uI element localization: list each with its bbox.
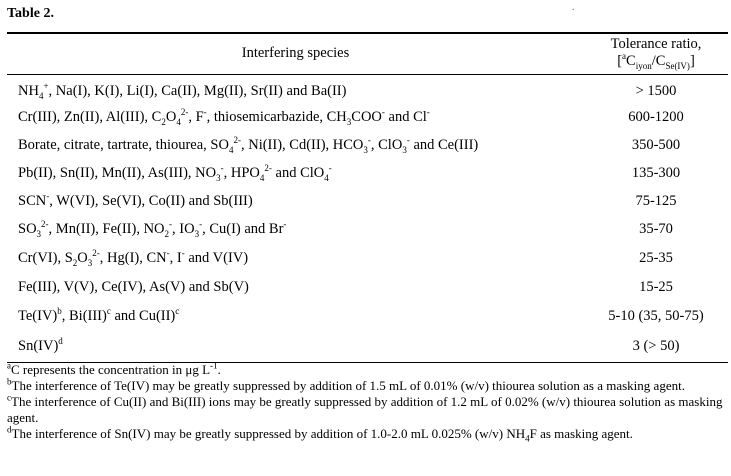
table-footnotes	[7, 362, 725, 442]
table-row	[0, 104, 731, 130]
table-row	[0, 216, 731, 242]
footnote: $^a$C represents the concentration in μg $L^{-1}$.	[7, 360, 221, 377]
table-row	[0, 132, 731, 158]
interfering-species-cell: $NH_4^+$, Na(I), K(I), Li(I), Ca(II), Mg(II), Sr(II) and Ba(II)	[18, 81, 347, 101]
tolerance-ratio-cell: 600-1200	[628, 109, 684, 125]
table-header-rule	[7, 74, 728, 75]
table-row	[0, 188, 731, 214]
interfering-species-cell: Te(IV)$^b$, Bi(III)$^c$ and Cu(II)$^c$	[18, 306, 180, 324]
table-row	[0, 245, 731, 271]
table-row	[0, 78, 731, 104]
tolerance-ratio-cell: 350-500	[631, 137, 681, 153]
tolerance-ratio-cell: > 1500	[635, 83, 677, 99]
table-top-rule	[7, 32, 728, 34]
tolerance-ratio-cell: 35-70	[639, 221, 673, 237]
tolerance-ratio-cell: 25-35	[639, 250, 673, 266]
header-tolerance-ratio	[584, 36, 728, 70]
tolerance-ratio-cell: 75-125	[635, 193, 677, 209]
header-interfering-species: Interfering species	[241, 45, 350, 61]
interfering-species-cell: $SO_3^{2-}$, Mn(II), Fe(II), $NO_2^-$, $IO_3^-$, Cu(I) and Br-	[18, 219, 287, 239]
header-tolerance-line2: $[^aC_{iyon}/C_{Se(IV)}]$	[617, 51, 695, 71]
tolerance-ratio-cell: 5-10 (35, 50-75)	[608, 308, 704, 324]
tolerance-ratio-cell: 135-300	[631, 165, 681, 181]
interfering-species-cell: Pb(II), Sn(II), Mn(II), As(III), $NO_3^-$, $HPO_4^{2-}$ and ClO$_4$-	[18, 163, 332, 183]
table-row	[0, 160, 731, 186]
interfering-species-cell: Sn(IV)$^d$	[18, 336, 63, 354]
footnote: $^b$The interference of Te(IV) may be greatly suppressed by addition of 1.5 mL of 0.01% (w/v) thiourea solution as a masking agent.	[7, 376, 685, 393]
table-caption: Table 2.	[7, 6, 54, 21]
interfering-species-cell: Cr(VI), $S_2O_3^{2-}$, Hg(I), CN-, I- and V(IV)	[18, 248, 249, 268]
tolerance-ratio-cell: 3 (> 50)	[632, 338, 680, 354]
interfering-species-cell: Borate, citrate, tartrate, thiourea, $SO_4^{2-}$, Ni(II), Cd(II), $HCO_3^-$, ClO$_3$- and Ce(III)	[18, 135, 479, 155]
interfering-species-cell: Fe(III), V(V), Ce(IV), As(V) and Sb(V)	[18, 279, 249, 295]
header-tolerance-line1: Tolerance ratio,	[610, 36, 702, 52]
footnote: $^c$The interference of Cu(II) and Bi(III) ions may be greatly suppressed by addition of 1.2 mL of 0.02% (w/v) thiourea solution as masking agent.	[7, 392, 723, 425]
interfering-species-cell: SCN-, W(VI), Se(VI), Co(II) and Sb(III)	[18, 191, 253, 209]
table-row	[0, 274, 731, 300]
footnote: $^d$The interference of Sn(IV) may be greatly suppressed by addition of 1.0-2.0 mL 0.025% (w/v) $NH_4F$ as masking agent.	[7, 424, 633, 444]
decorative-mark: .	[572, 2, 575, 13]
table-row	[0, 333, 731, 359]
interfering-species-cell: Cr(III), Zn(II), Al(III), $C_2O_4^{2-}$, F-, thiosemicarbazide, $CH_3COO^-$ and Cl-	[18, 107, 430, 127]
table-row	[0, 303, 731, 329]
tolerance-ratio-cell: 15-25	[639, 279, 673, 295]
